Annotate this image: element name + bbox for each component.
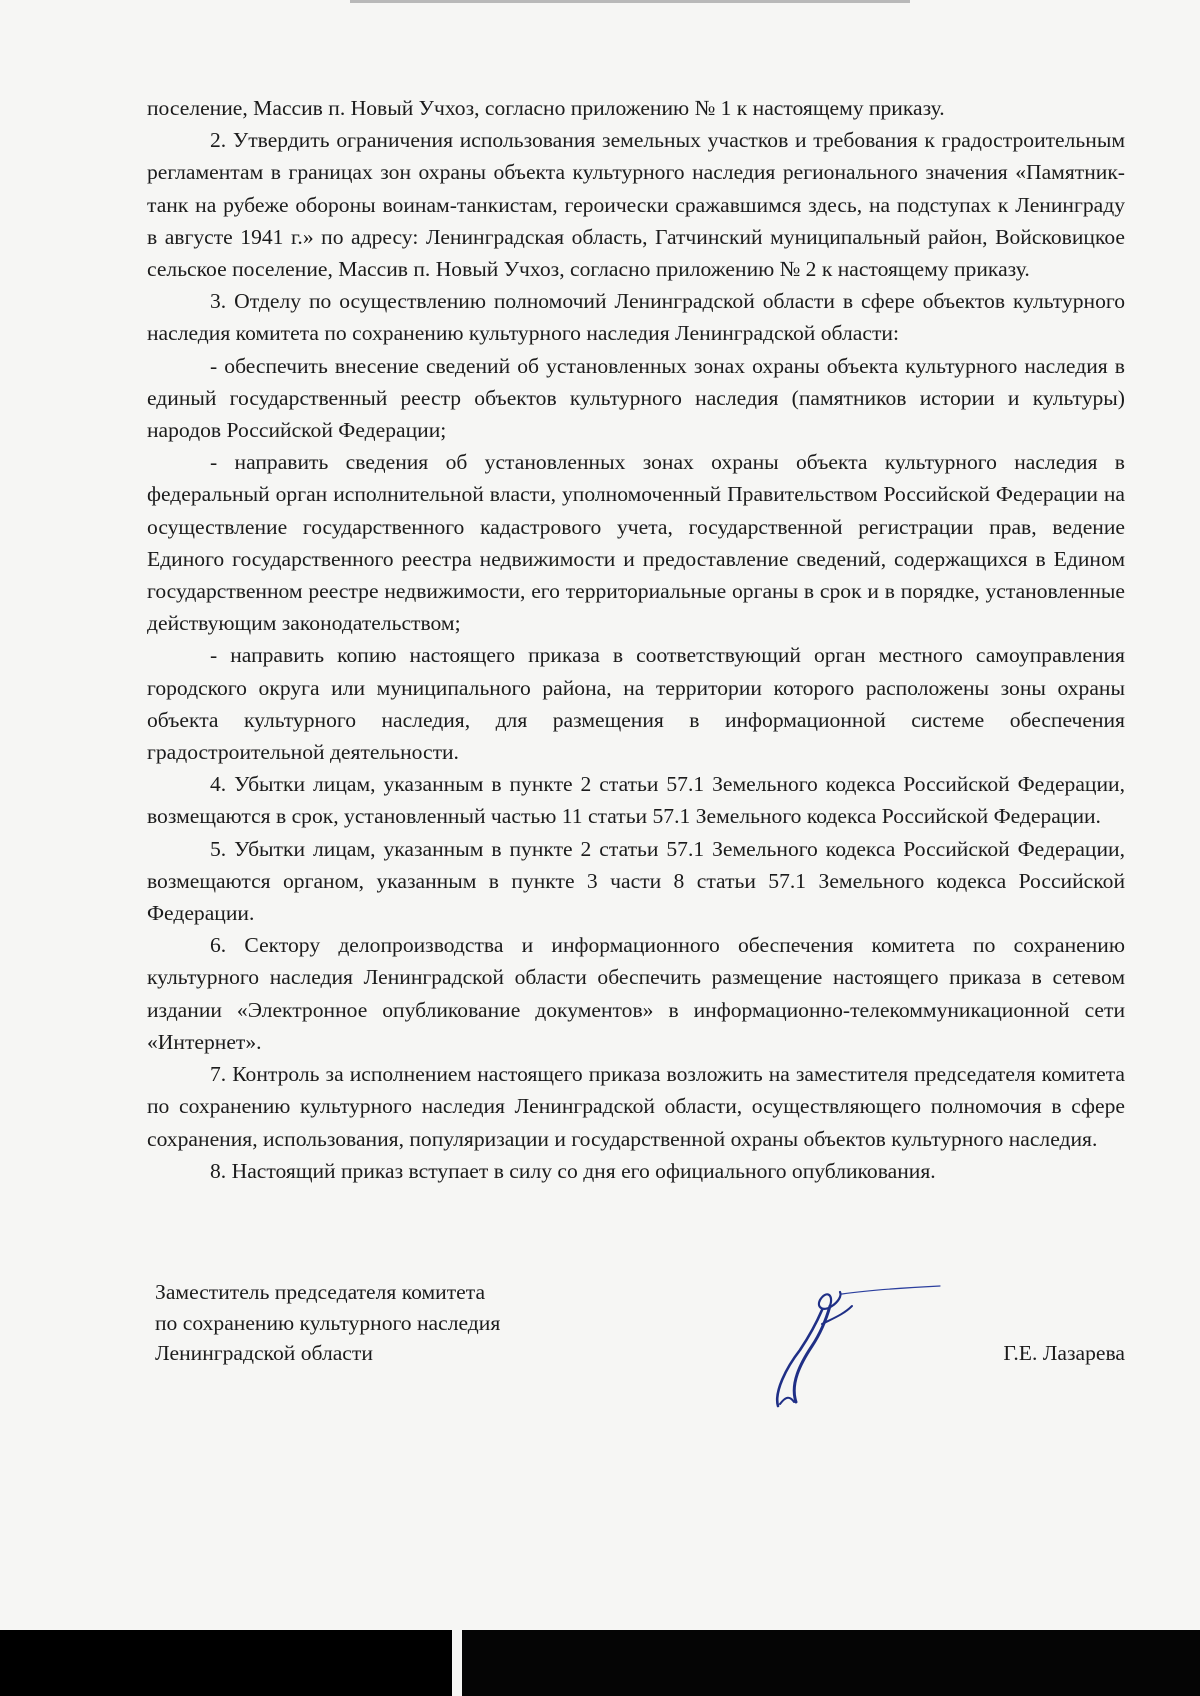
- signatory-position-line: Ленинградской области: [155, 1341, 373, 1365]
- signer-name: Г.Е. Лазарева: [1003, 1341, 1125, 1365]
- paragraph-subitem-municipal: - направить копию настоящего приказа в соответствующий орган местного самоуправления городского округа или муниципального района, на территории которого расположены зоны охраны объекта культурного наследия, для размещения в информационной системе обеспечения градостроительной деятельности.: [147, 643, 1125, 765]
- signatory-position-line: по сохранению культурного наследия: [155, 1310, 501, 1335]
- scan-bottom-border-right: [462, 1630, 1200, 1696]
- document-body: [147, 92, 1125, 1187]
- handwritten-signature: [760, 1284, 950, 1414]
- signatory-position-line: Заместитель председателя комитета: [155, 1280, 486, 1304]
- paragraph-item-2: 2. Утвердить ограничения использования земельных участков и требования к градостроительным регламентам в границах зон охраны объекта культурного наследия регионального значения «Памятник-танк на рубеже обороны воинам-танкистам, героически сражавшимся здесь, на подступах к Ленинграду в августе 1941 г.» по адресу: Ленинградская область, Гатчинский муниципальный район, Войсковицкое сельское поселение, Массив п. Новый Учхоз, согласно приложению № 2 к настоящему приказу.: [147, 128, 1125, 282]
- paragraph-item-6: 6. Сектору делопроизводства и информационного обеспечения комитета по сохранению культурного наследия Ленинградской области обеспечить размещение настоящего приказа в сетевом издании «Электронное опубликование документов» в информационно-телекоммуникационной сети «Интернет».: [147, 933, 1125, 1054]
- paragraph-item-4: 4. Убытки лицам, указанным в пункте 2 статьи 57.1 Земельного кодекса Российской Федерации, возмещаются в срок, установленный частью 11 статьи 57.1 Земельного кодекса Российской Федерации.: [147, 772, 1125, 829]
- paragraph-subitem-register: - обеспечить внесение сведений об установленных зонах охраны объекта культурного наследия в единый государственный реестр объектов культурного наследия (памятников истории и культуры) народов Российской Федерации;: [147, 353, 1125, 443]
- signatory-position: [155, 1277, 500, 1369]
- paragraph-item-5: 5. Убытки лицам, указанным в пункте 2 статьи 57.1 Земельного кодекса Российской Федерации, возмещаются органом, указанным в пункте 3 части 8 статьи 57.1 Земельного кодекса Российской Федерации.: [147, 836, 1125, 926]
- paragraph-subitem-cadastre: - направить сведения об установленных зонах охраны объекта культурного наследия в федеральный орган исполнительной власти, уполномоченный Правительством Российской Федерации на осуществление государственного кадастрового учета, государственной регистрации прав, ведение Единого государственного реестра недвижимости и предоставление сведений, содержащихся в Едином государственном реестре недвижимости, его территориальные органы в срок и в порядке, установленные действующим законодательством;: [147, 450, 1125, 636]
- paragraph-item-8: 8. Настоящий приказ вступает в силу со дня его официального опубликования.: [210, 1158, 936, 1183]
- scan-edge-line: [350, 0, 910, 3]
- paragraph-item-3: 3. Отделу по осуществлению полномочий Ленинградской области в сфере объектов культурного наследия комитета по сохранению культурного наследия Ленинградской области:: [147, 289, 1125, 346]
- scan-bottom-border-left: [0, 1630, 452, 1696]
- paragraph-item-7: 7. Контроль за исполнением настоящего приказа возложить на заместителя председателя комитета по сохранению культурного наследия Ленинградской области, осуществляющего полномочия в сфере сохранения, использования, популяризации и государственной охраны объектов культурного наследия.: [147, 1062, 1125, 1151]
- paragraph-1-continuation: поселение, Массив п. Новый Учхоз, согласно приложению № 1 к настоящему приказу.: [147, 96, 945, 120]
